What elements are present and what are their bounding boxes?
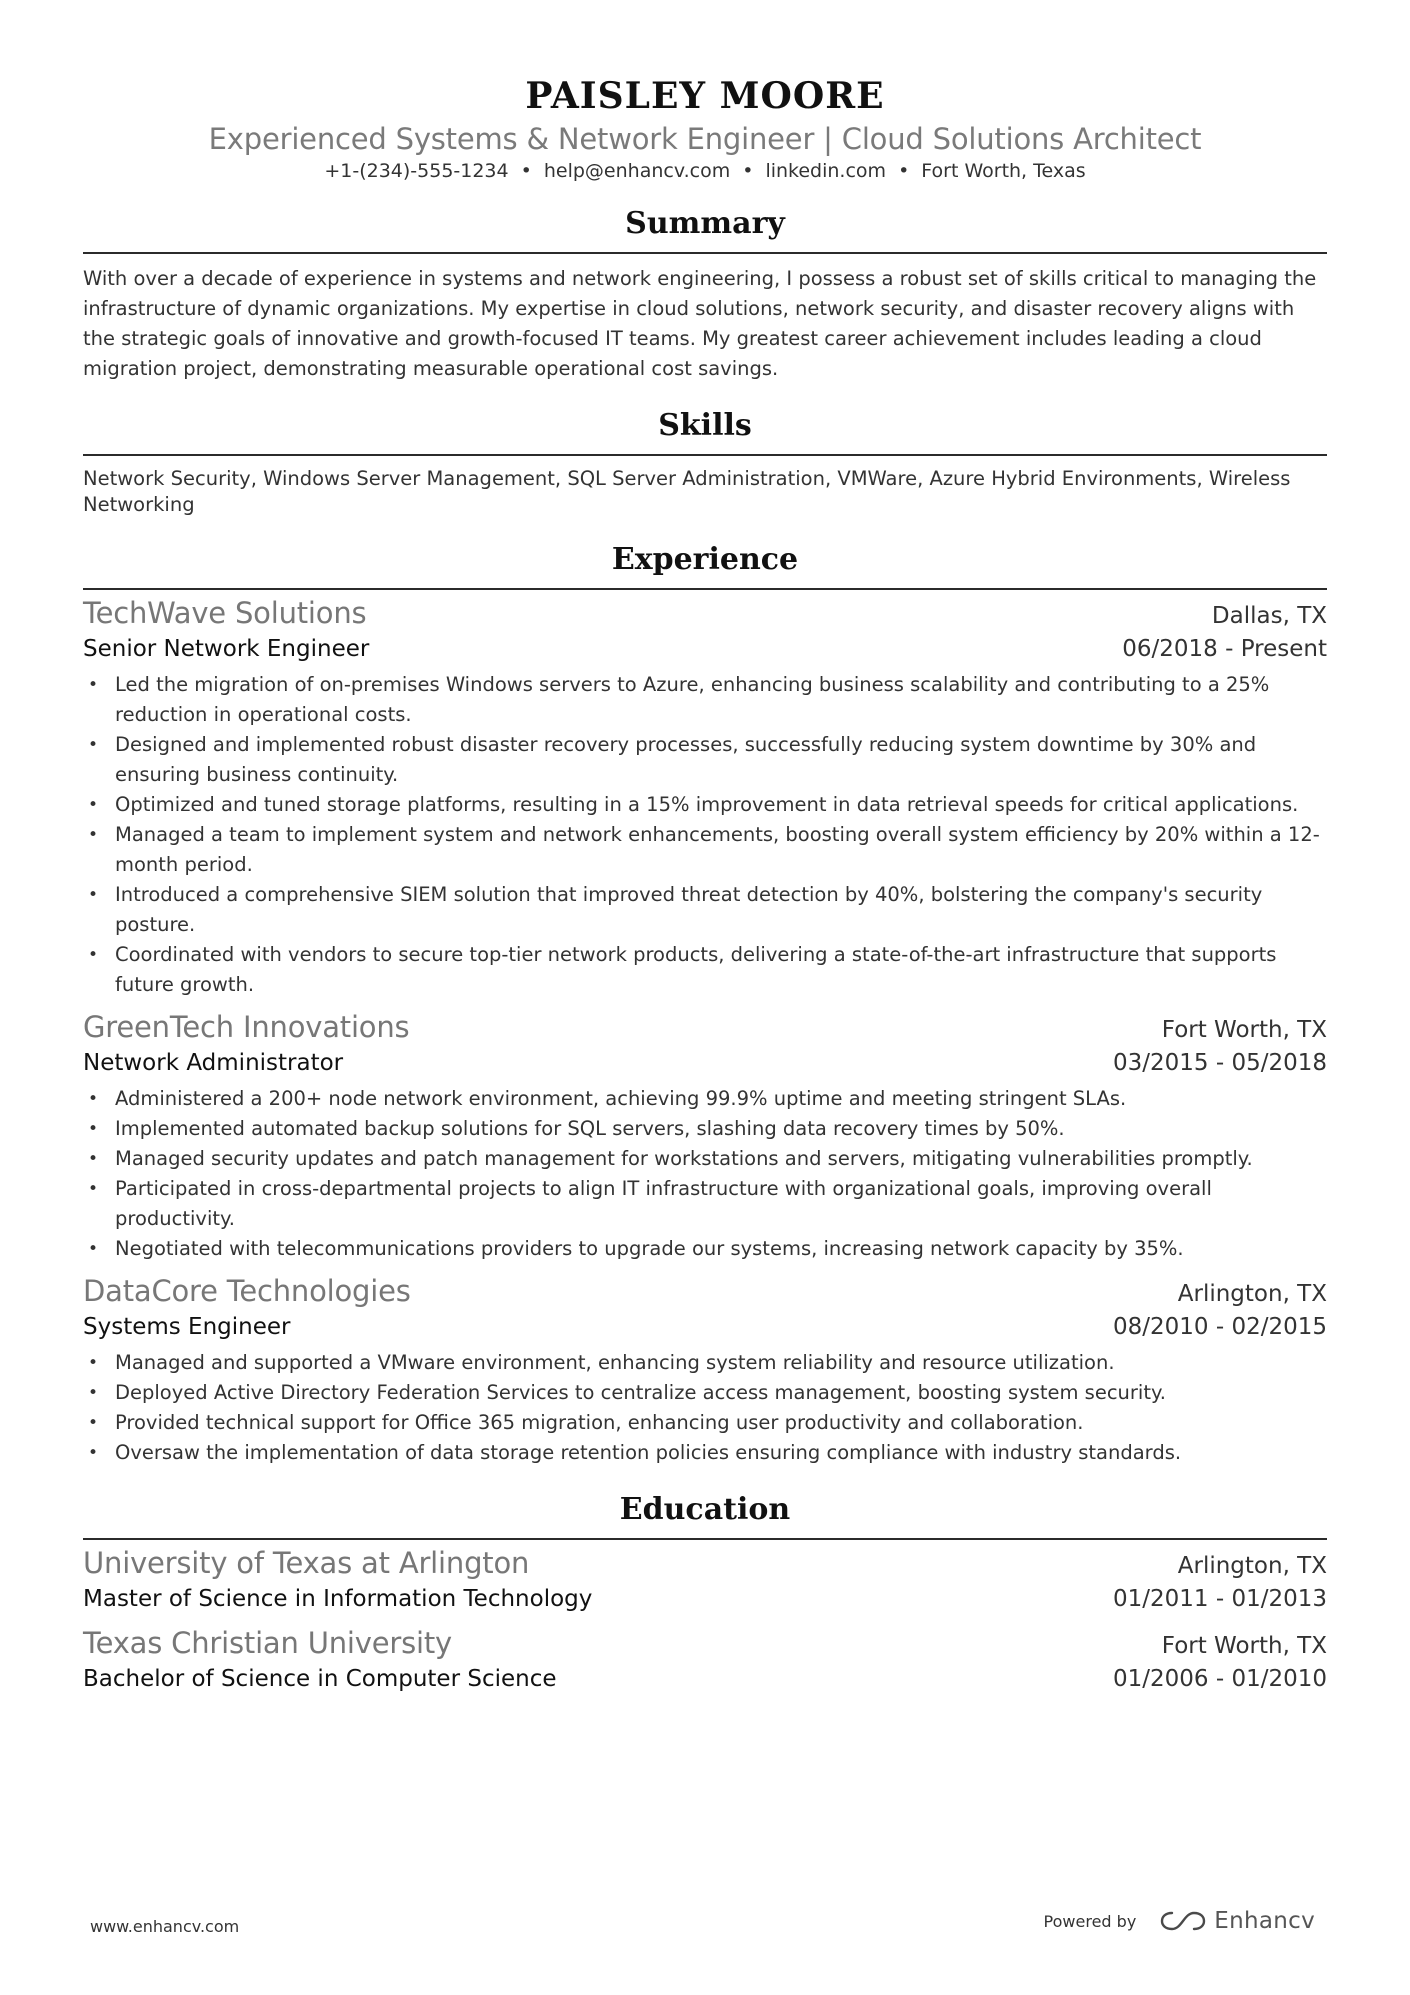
job-dates: 03/2015 - 05/2018 (1112, 1050, 1327, 1076)
degree-title: Bachelor of Science in Computer Science (83, 1666, 557, 1692)
company-name: GreenTech Innovations (83, 1010, 410, 1044)
contact-separator: • (742, 160, 754, 182)
education-dates: 01/2011 - 01/2013 (1112, 1586, 1327, 1612)
experience-section (83, 540, 1327, 1468)
enhancv-logo-icon (1160, 1910, 1206, 1932)
education-section (83, 1490, 1327, 1696)
company-name: TechWave Solutions (83, 596, 367, 630)
experience-heading: Experience (611, 542, 799, 577)
job-bullet: • Coordinated with vendors to secure top-tier network products, delivering a state-of-the-art infrastructure that supports future growth. (83, 940, 1327, 1000)
contact-separator: • (898, 160, 910, 182)
job-bullet: • Designed and implemented robust disaster recovery processes, successfully reducing system downtime by 30% and ensuring business continuity. (83, 730, 1327, 790)
education-degree-row (83, 1582, 1327, 1616)
degree-title: Master of Science in Information Technology (83, 1586, 593, 1612)
job-location: Arlington, TX (1177, 1281, 1327, 1307)
education-entry (83, 1624, 1327, 1696)
school-name: Texas Christian University (83, 1626, 452, 1660)
school-location: Arlington, TX (1177, 1553, 1327, 1579)
job-entry (83, 1272, 1327, 1468)
job-bullet: • Managed security updates and patch management for workstations and servers, mitigating vulnerabilities promptly. (83, 1144, 1327, 1174)
contact-separator: • (520, 160, 532, 182)
contact-location: Fort Worth, Texas (921, 160, 1086, 182)
summary-heading: Summary (625, 206, 785, 241)
summary-text: With over a decade of experience in systems and network engineering, I possess a robust set of skills critical to managing the infrastructure of dynamic organizations. My expertise in cloud solutions, network security, and disaster recovery aligns with the strategic goals of innovative and growth-focused IT teams. My greatest career achievement includes leading a cloud migration project, demonstrating measurable operational cost savings. (83, 267, 1317, 380)
job-bullet: • Managed a team to implement system and network enhancements, boosting overall system efficiency by 20% within a 12-month period. (83, 820, 1327, 880)
job-bullet: • Participated in cross-departmental projects to align IT infrastructure with organizational goals, improving overall productivity. (83, 1174, 1327, 1234)
job-location: Dallas, TX (1211, 603, 1327, 629)
job-bullet: • Provided technical support for Office 365 migration, enhancing user productivity and collaboration. (83, 1408, 1327, 1438)
job-bullet: • Deployed Active Directory Federation Services to centralize access management, boosting system security. (83, 1378, 1327, 1408)
job-bullets (83, 1084, 1327, 1264)
contact-phone[interactable]: +1-(234)-555-1234 (324, 160, 509, 182)
job-header-row (83, 1008, 1327, 1046)
contact-linkedin[interactable]: linkedin.com (765, 160, 887, 182)
company-name: DataCore Technologies (83, 1274, 411, 1308)
school-name: University of Texas at Arlington (83, 1546, 530, 1580)
candidate-headline: Experienced Systems & Network Engineer | Cloud Solutions Architect (208, 122, 1202, 156)
skills-section (83, 406, 1327, 518)
education-dates: 01/2006 - 01/2010 (1112, 1666, 1327, 1692)
job-bullet: • Introduced a comprehensive SIEM solution that improved threat detection by 40%, bolstering the company's security posture. (83, 880, 1327, 940)
education-degree-row (83, 1662, 1327, 1696)
job-title: Systems Engineer (83, 1314, 291, 1340)
enhancv-brand-link[interactable] (1160, 1908, 1315, 1934)
job-bullet: • Led the migration of on-premises Windows servers to Azure, enhancing business scalability and contributing to a 25% reduction in operational costs. (83, 670, 1327, 730)
job-header-row (83, 1272, 1327, 1310)
job-bullet: • Administered a 200+ node network environment, achieving 99.9% uptime and meeting stringent SLAs. (83, 1084, 1327, 1114)
job-entry (83, 1008, 1327, 1264)
job-bullet: • Managed and supported a VMware environment, enhancing system reliability and resource utilization. (83, 1348, 1327, 1378)
education-heading: Education (619, 1492, 791, 1527)
job-bullet: • Oversaw the implementation of data storage retention policies ensuring compliance with industry standards. (83, 1438, 1327, 1468)
job-title: Senior Network Engineer (83, 636, 370, 662)
enhancv-brand-name: Enhancv (1214, 1908, 1315, 1934)
contact-line (83, 158, 1327, 184)
job-role-row (83, 1046, 1327, 1080)
job-dates: 08/2010 - 02/2015 (1112, 1314, 1327, 1340)
section-divider (83, 252, 1327, 254)
powered-by-label: Powered by (1043, 1911, 1137, 1931)
job-role-row (83, 632, 1327, 666)
skills-text: Network Security, Windows Server Management, SQL Server Administration, VMWare, Azure Hybrid Environments, Wireless Networking (83, 467, 1291, 516)
footer-website[interactable]: www.enhancv.com (90, 1917, 240, 1936)
summary-section (83, 204, 1327, 384)
job-bullet: • Negotiated with telecommunications providers to upgrade our systems, increasing network capacity by 35%. (83, 1234, 1327, 1264)
job-bullets (83, 1348, 1327, 1468)
job-bullets (83, 670, 1327, 1000)
section-divider (83, 454, 1327, 456)
school-location: Fort Worth, TX (1161, 1633, 1327, 1659)
contact-email[interactable]: help@enhancv.com (543, 160, 731, 182)
job-entry (83, 594, 1327, 1000)
education-header-row (83, 1624, 1327, 1662)
footer-branding (1044, 1908, 1315, 1934)
education-header-row (83, 1544, 1327, 1582)
job-bullet: • Optimized and tuned storage platforms, resulting in a 15% improvement in data retrieval speeds for critical applications. (83, 790, 1327, 820)
job-dates: 06/2018 - Present (1122, 636, 1327, 662)
resume-header (83, 74, 1327, 184)
skills-heading: Skills (658, 408, 752, 443)
section-divider (83, 1538, 1327, 1540)
job-role-row (83, 1310, 1327, 1344)
candidate-name: PAISLEY MOORE (525, 75, 885, 117)
section-divider (83, 588, 1327, 590)
job-bullet: • Implemented automated backup solutions for SQL servers, slashing data recovery times by 50%. (83, 1114, 1327, 1144)
job-header-row (83, 594, 1327, 632)
job-location: Fort Worth, TX (1161, 1017, 1327, 1043)
education-entry (83, 1544, 1327, 1616)
job-title: Network Administrator (83, 1050, 344, 1076)
